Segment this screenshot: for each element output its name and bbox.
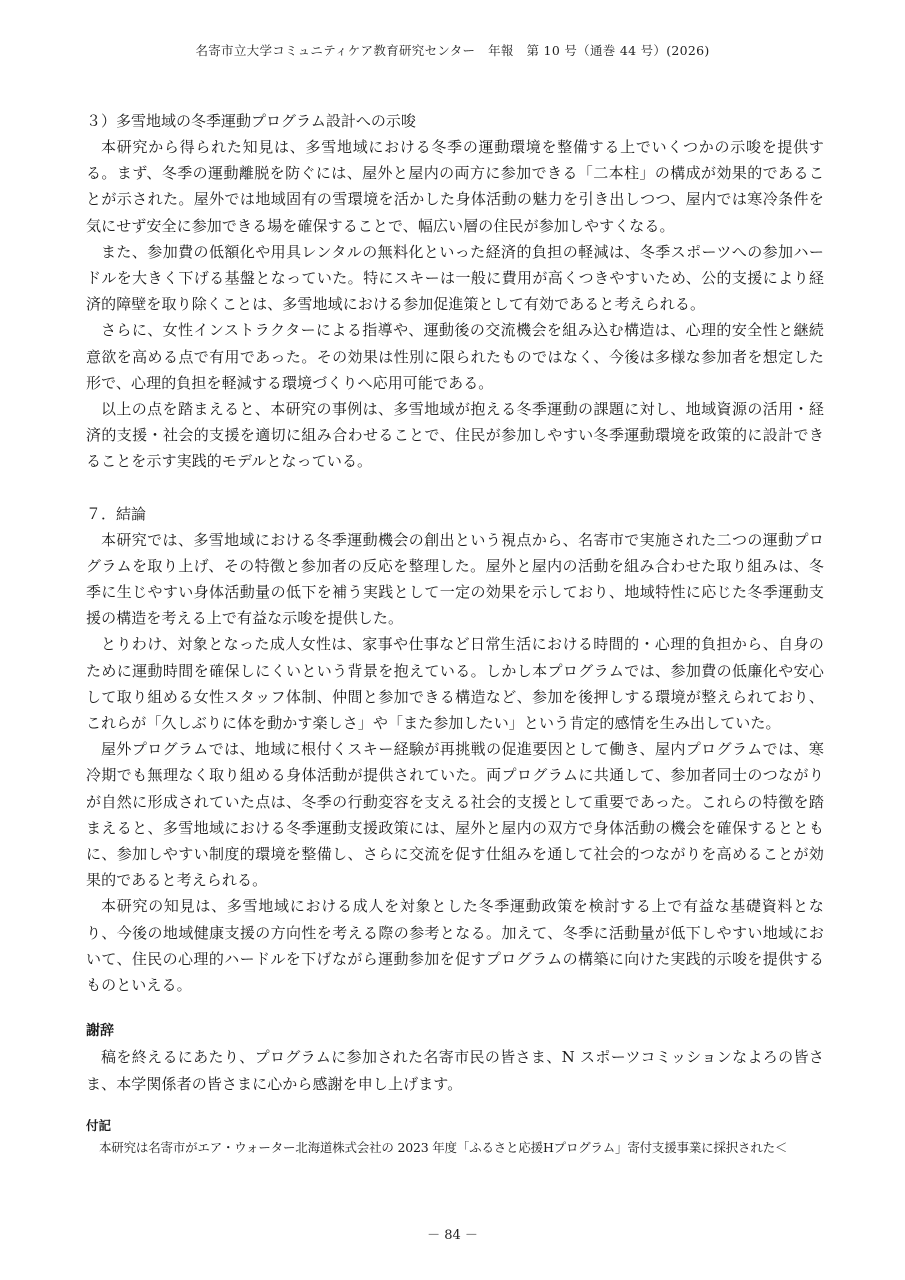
section-spacer bbox=[86, 475, 824, 501]
section-spacer bbox=[86, 998, 824, 1018]
running-header: 名寄市立大学コミュニティケア教育研究センター 年報 第 10 号（通巻 44 号）(2026) bbox=[195, 43, 710, 58]
body-paragraph: また、参加費の低額化や用具レンタルの無料化といった経済的負担の軽減は、冬季スポーツへの参加ハードルを大きく下げる基盤となっていた。特にスキーは一般に費用が高くつきやすいため、公的支援により経済的障壁を取り除くことは、多雪地域における参加促進策として有効であると考えられる。 bbox=[86, 242, 824, 314]
body-paragraph: 本研究から得られた知見は、多雪地域における冬季の運動環境を整備する上でいくつかの示唆を提供する。まず、冬季の運動離脱を防ぐには、屋外と屋内の両方に参加できる「二本柱」の構成が効果的であることが示された。屋外では地域固有の雪環境を活かした身体活動の魅力を引き出しつつ、屋内では寒冷条件を気にせず安全に参加できる場を確保することで、幅広い層の住民が参加しやすくなる。 bbox=[86, 138, 824, 235]
section-spacer bbox=[86, 1097, 824, 1115]
body-paragraph: さらに、女性インストラクターによる指導や、運動後の交流機会を組み込む構造は、心理的安全性と継続意欲を高める点で有用であった。その効果は性別に限られたものではなく、今後は多様な参加者を想定した形で、心理的負担を軽減する環境づくりへ応用可能である。 bbox=[86, 321, 824, 392]
body-paragraph: 本研究では、多雪地域における冬季運動機会の創出という視点から、名寄市で実施された二つの運動プログラムを取り上げ、その特徴と参加者の反応を整理した。屋外と屋内の活動を組み合わせた取り組みは、冬季に生じやすい身体活動量の低下を補う実践として一定の効果を示しており、地域特性に応じた冬季運動支援の構造を考える上で有益な示唆を提供した。 bbox=[86, 530, 824, 628]
body-paragraph: 稿を終えるにあたり、プログラムに参加された名寄市民の皆さま、N スポーツコミッションなよろの皆さま、本学関係者の皆さまに心から感謝を申し上げます。 bbox=[86, 1048, 824, 1093]
body-paragraph: 本研究の知見は、多雪地域における成人を対象とした冬季運動政策を検討する上で有益な基礎資料となり、今後の地域健康支援の方向性を考える際の参考となる。加えて、冬季に活動量が低下しやすい地域において、住民の心理的ハードルを下げながら運動参加を促すプログラムの構築に向けた実践的示唆を提供するものといえる。 bbox=[86, 897, 824, 995]
note-paragraph: 本研究は名寄市がエア・ウォーター北海道株式会社の 2023 年度「ふるさと応援Hプログラム」寄付支援事業に採択された＜ bbox=[99, 1139, 788, 1155]
body-paragraph: 以上の点を踏まえると、本研究の事例は、多雪地域が抱える冬季運動の課題に対し、地域資源の活用・経済的支援・社会的支援を適切に組み合わせることで、住民が参加しやすい冬季運動環境を政策的に設計できることを示す実践的モデルとなっている。 bbox=[86, 400, 824, 471]
body-paragraph: とりわけ、対象となった成人女性は、家事や仕事など日常生活における時間的・心理的負担から、自身のために運動時間を確保しにくいという背景を抱えている。しかし本プログラムでは、参加費の低廉化や安心して取り組める女性スタッフ体制、仲間と参加できる構造など、参加を後押しする環境が整えられており、これらが「久しぶりに体を動かす楽しさ」や「また参加したい」という肯定的感情を生み出していた。 bbox=[86, 635, 824, 733]
section-heading-conclusion: ７．結論 bbox=[86, 504, 147, 523]
subsection-heading: ３）多雪地域の冬季運動プログラム設計への示唆 bbox=[86, 112, 416, 130]
note-heading: 付記 bbox=[86, 1117, 112, 1133]
main-content bbox=[86, 108, 824, 1159]
section-heading-acknowledgements: 謝辞 bbox=[86, 1023, 114, 1040]
page-number: － 84 － bbox=[427, 1228, 478, 1243]
body-paragraph: 屋外プログラムでは、地域に根付くスキー経験が再挑戦の促進要因として働き、屋内プログラムでは、寒冷期でも無理なく取り組める身体活動が提供されていた。両プログラムに共通して、参加者同士のつながりが自然に形成されていた点は、冬季の行動変容を支える社会的支援として重要であった。これらの特徴を踏まえると、多雪地域における冬季運動支援政策には、屋外と屋内の双方で身体活動の機会を確保するとともに、参加しやすい制度的環境を整備し、さらに交流を促す仕組みを通して社会的つながりを高めることが効果的であると考えられる。 bbox=[86, 740, 824, 890]
